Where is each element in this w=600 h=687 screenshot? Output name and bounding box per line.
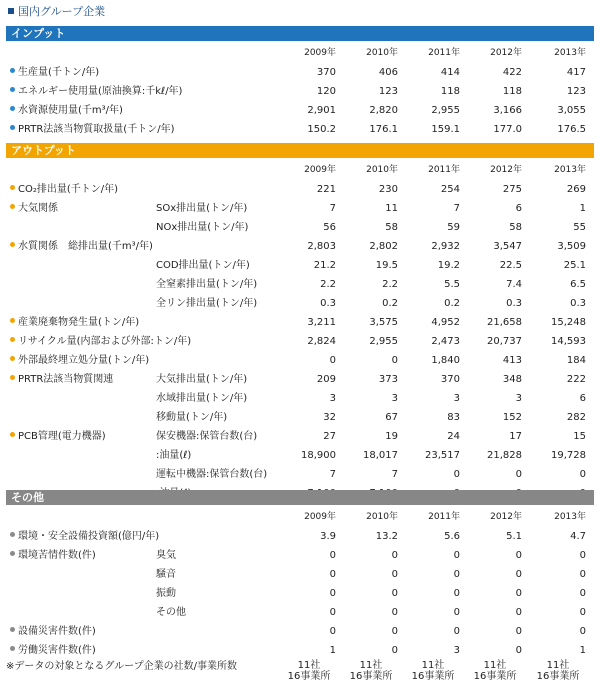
value-cell: 5.1 [506,530,522,542]
value-cell: 0 [391,549,398,561]
row-label [6,351,156,370]
bullet-dot-icon [10,125,15,130]
value-cell: 417 [566,66,586,78]
value-cell: 3,055 [557,104,586,116]
table-row [6,332,594,351]
table-row [6,427,594,446]
table-row [6,622,594,641]
input-table [6,43,594,139]
year-header-3: 2011年 [428,512,460,522]
row-label-text: リサイクル量(内部および外部:トン/年) [18,335,192,347]
value-cell: 0 [515,644,522,656]
value-cell: 55 [573,221,586,233]
value-cell: 67 [385,411,398,423]
bullet-dot-icon [10,106,15,111]
value-cell: 3 [453,392,460,404]
table-row [6,180,594,199]
value-cell: 406 [378,66,398,78]
table-row [6,351,594,370]
value-cell: 275 [502,183,522,195]
company-count: 11社 [483,660,507,671]
input-section-header: インプット [6,26,594,41]
value-cell: 0 [579,625,586,637]
row-sublabel: 振動 [156,587,176,599]
year-header-3: 2011年 [428,48,460,58]
value-cell: 0 [391,354,398,366]
row-sublabel: 運転中機器:保管台数(台) [156,468,268,480]
value-cell: 15 [573,430,586,442]
value-cell: 3,509 [557,240,586,252]
value-cell: 19,728 [551,449,586,461]
value-cell: 17 [509,430,522,442]
value-cell: 0 [515,549,522,561]
value-cell: 3 [453,644,460,656]
value-cell: 0.3 [320,297,336,309]
value-cell: 2,473 [431,335,460,347]
row-sublabel [156,622,282,641]
value-cell: 0 [391,606,398,618]
value-cell: 221 [316,183,336,195]
value-cell: 0.3 [506,297,522,309]
row-sublabel: 臭気 [156,549,176,561]
value-cell: 24 [447,430,460,442]
value-cell: 413 [502,354,522,366]
year-header-1: 2009年 [304,48,336,58]
value-cell: 0 [579,468,586,480]
value-cell: 7 [329,202,336,214]
value-cell: 2,932 [431,240,460,252]
footnote-label: ※データの対象となるグループ企業の社数/事業所数 [6,661,237,672]
row-label [6,120,282,139]
value-cell: 83 [447,411,460,423]
site-count: 16事業所 [536,671,580,682]
value-cell: 19 [385,430,398,442]
bullet-dot-icon [10,432,15,437]
value-cell: 0 [329,568,336,580]
value-cell: 282 [566,411,586,423]
row-label [6,446,156,465]
row-label [6,565,156,584]
row-label [6,63,282,82]
value-cell: 152 [502,411,522,423]
row-label [6,101,282,120]
value-cell: 59 [447,221,460,233]
value-cell: 6 [515,202,522,214]
value-cell: 2.2 [320,278,336,290]
company-count: 11社 [546,660,570,671]
table-row [6,275,594,294]
value-cell: 1,840 [431,354,460,366]
row-label [6,408,156,427]
row-sublabel: 騒音 [156,568,176,580]
row-label [6,82,282,101]
row-sublabel: SOx排出量(トン/年) [156,202,248,214]
row-label-text: CO₂排出量(千トン/年) [18,183,119,195]
value-cell: 254 [440,183,460,195]
bullet-dot-icon [10,551,15,556]
value-cell: 0 [515,587,522,599]
row-label-text: エネルギー使用量(原油換算:千kℓ/年) [18,85,183,97]
value-cell: 4.7 [570,530,586,542]
value-cell: 2.2 [382,278,398,290]
value-cell: 118 [502,85,522,97]
value-cell: 27 [323,430,336,442]
value-cell: 120 [316,85,336,97]
site-count: 16事業所 [287,671,331,682]
value-cell: 15,248 [551,316,586,328]
row-label-text: 労働災害件数(件) [18,644,96,656]
value-cell: 7 [391,468,398,480]
table-row [6,199,594,218]
year-header-5: 2013年 [554,165,586,175]
footnote-value [282,660,344,682]
site-count: 16事業所 [473,671,517,682]
value-cell: 176.5 [557,123,586,135]
bullet-dot-icon [10,185,15,190]
value-cell: 0 [329,549,336,561]
row-sublabel: 大気排出量(トン/年) [156,373,248,385]
value-cell: 25.1 [563,259,586,271]
value-cell: 0 [453,568,460,580]
year-header-3: 2011年 [428,165,460,175]
row-label [6,603,156,622]
table-row [6,294,594,313]
table-row [6,446,594,465]
value-cell: 58 [509,221,522,233]
table-row [6,565,594,584]
value-cell: 3,166 [493,104,522,116]
value-cell: 370 [440,373,460,385]
table-row [6,641,594,660]
row-label-text: 設備災害件数(件) [18,625,96,637]
value-cell: 3,575 [369,316,398,328]
row-label-text: 外部最終埋立処分量(トン/年) [18,354,150,366]
value-cell: 118 [440,85,460,97]
value-cell: 2,820 [369,104,398,116]
row-label [6,275,156,294]
value-cell: 0 [391,625,398,637]
value-cell: 32 [323,411,336,423]
value-cell: 18,900 [301,449,336,461]
table-row [6,408,594,427]
value-cell: 150.2 [307,123,336,135]
value-cell: 18,017 [363,449,398,461]
value-cell: 0 [329,625,336,637]
row-label-text: 環境・安全設備投資額(億円/年) [18,530,160,542]
row-sublabel: 水域排出量(トン/年) [156,392,248,404]
value-cell: 21,828 [487,449,522,461]
year-header-1: 2009年 [304,512,336,522]
value-cell: 22.5 [499,259,522,271]
row-label [6,294,156,313]
value-cell: 56 [323,221,336,233]
row-sublabel: 移動量(トン/年) [156,411,228,423]
table-row [6,603,594,622]
value-cell: 123 [566,85,586,97]
row-sublabel: COD排出量(トン/年) [156,259,250,271]
value-cell: 0 [515,468,522,480]
row-sublabel [156,351,282,370]
value-cell: 0.2 [444,297,460,309]
row-label [6,622,156,641]
row-sublabel: 保安機器:保管台数(台) [156,430,258,442]
value-cell: 269 [566,183,586,195]
row-sublabel: :油量(ℓ) [156,449,192,461]
value-cell: 222 [566,373,586,385]
value-cell: 0 [453,606,460,618]
bullet-dot-icon [10,204,15,209]
value-cell: 0 [453,625,460,637]
value-cell: 5.6 [444,530,460,542]
bullet-dot-icon [10,87,15,92]
value-cell: 230 [378,183,398,195]
table-row [6,101,594,120]
value-cell: 19.2 [437,259,460,271]
value-cell: 176.1 [369,123,398,135]
table-row [6,370,594,389]
bullet-dot-icon [10,375,15,380]
value-cell: 3.9 [320,530,336,542]
value-cell: 21,658 [487,316,522,328]
value-cell: 2,955 [369,335,398,347]
row-sublabel [156,641,282,660]
year-header-2: 2010年 [366,48,398,58]
value-cell: 3,547 [493,240,522,252]
value-cell: 7 [453,202,460,214]
year-header-1: 2009年 [304,165,336,175]
year-header-4: 2012年 [490,165,522,175]
value-cell: 0 [391,644,398,656]
value-cell: 0 [329,606,336,618]
year-header-4: 2012年 [490,512,522,522]
other-table [6,507,594,682]
value-cell: 0 [391,568,398,580]
value-cell: 2,802 [369,240,398,252]
row-label-text: 環境苦情件数(件) [18,549,96,561]
row-label [6,256,156,275]
value-cell: 348 [502,373,522,385]
header-spacer [6,160,282,180]
bullet-dot-icon [10,532,15,537]
value-cell: 1 [579,644,586,656]
row-label-text: 水質関係 総排出量(千m³/年) [18,240,153,252]
output-section-header: アウトプット [6,143,594,158]
value-cell: 19.5 [375,259,398,271]
table-row [6,465,594,484]
table-row [6,237,594,256]
page-title [8,5,105,19]
company-count: 11社 [421,660,445,671]
value-cell: 3,211 [307,316,336,328]
row-label [6,237,156,256]
footnote-row [6,660,594,682]
site-count: 16事業所 [411,671,455,682]
bullet-dot-icon [10,337,15,342]
row-label-text: PCB管理(電力機器) [18,430,106,442]
year-header-4: 2012年 [490,48,522,58]
year-header-2: 2010年 [366,165,398,175]
row-label [6,546,156,565]
value-cell: 7.4 [506,278,522,290]
value-cell: 0 [579,549,586,561]
value-cell: 4,952 [431,316,460,328]
value-cell: 0.2 [382,297,398,309]
value-cell: 2,803 [307,240,336,252]
value-cell: 3 [391,392,398,404]
bullet-dot-icon [10,356,15,361]
row-label-text: PRTR法該当物質関連 [18,373,114,385]
header-spacer [6,507,282,527]
value-cell: 0 [453,468,460,480]
value-cell: 177.0 [493,123,522,135]
value-cell: 159.1 [431,123,460,135]
bullet-dot-icon [10,68,15,73]
value-cell: 0.3 [570,297,586,309]
value-cell: 0 [515,606,522,618]
table-row [6,256,594,275]
value-cell: 0 [453,587,460,599]
table-row [6,389,594,408]
value-cell: 3 [329,392,336,404]
table-row [6,82,594,101]
year-header-row [6,43,594,63]
footnote-value [406,660,468,682]
row-sublabel [156,180,282,199]
value-cell: 414 [440,66,460,78]
year-header-5: 2013年 [554,48,586,58]
row-sublabel [156,237,282,256]
value-cell: 0 [515,568,522,580]
value-cell: 209 [316,373,336,385]
row-sublabel: NOx排出量(トン/年) [156,221,249,233]
value-cell: 23,517 [425,449,460,461]
header-spacer [6,43,282,63]
bullet-dot-icon [10,627,15,632]
value-cell: 5.5 [444,278,460,290]
value-cell: 7 [329,468,336,480]
company-count: 11社 [359,660,383,671]
value-cell: 13.2 [375,530,398,542]
row-sublabel [156,527,282,546]
value-cell: 2,901 [307,104,336,116]
output-table [6,160,594,503]
row-label [6,389,156,408]
square-bullet-icon [8,8,14,14]
value-cell: 0 [579,568,586,580]
row-label-text: 生産量(千トン/年) [18,66,100,78]
row-label [6,313,156,332]
row-label-text: PRTR法該当物質取扱量(千トン/年) [18,123,175,135]
footnote-value [530,660,594,682]
value-cell: 0 [579,606,586,618]
value-cell: 2,955 [431,104,460,116]
value-cell: 1 [579,202,586,214]
value-cell: 0 [391,587,398,599]
row-label-text: 大気関係 [18,202,58,214]
value-cell: 0 [515,625,522,637]
value-cell: 20,737 [487,335,522,347]
page-title-text: 国内グループ企業 [18,5,106,18]
row-label-text: 産業廃棄物発生量(トン/年) [18,316,140,328]
footnote-value [344,660,406,682]
value-cell: 373 [378,373,398,385]
row-sublabel: 全窒素排出量(トン/年) [156,278,258,290]
footnote-value [468,660,530,682]
value-cell: 11 [385,202,398,214]
value-cell: 2,824 [307,335,336,347]
value-cell: 0 [329,587,336,599]
table-row [6,218,594,237]
row-sublabel: その他 [156,606,186,618]
value-cell: 6.5 [570,278,586,290]
row-label [6,218,156,237]
table-row [6,63,594,82]
value-cell: 370 [316,66,336,78]
table-row [6,546,594,565]
bullet-dot-icon [10,318,15,323]
year-header-5: 2013年 [554,512,586,522]
value-cell: 0 [579,587,586,599]
value-cell: 422 [502,66,522,78]
row-label [6,641,156,660]
row-label [6,180,156,199]
year-header-2: 2010年 [366,512,398,522]
row-label-text: 水資源使用量(千m³/年) [18,104,123,116]
row-label [6,370,156,389]
value-cell: 123 [378,85,398,97]
row-label [6,427,156,446]
other-section-header: その他 [6,490,594,505]
table-row [6,313,594,332]
row-sublabel: 全リン排出量(トン/年) [156,297,258,309]
year-header-row [6,160,594,180]
site-count: 16事業所 [349,671,393,682]
table-row [6,120,594,139]
value-cell: 21.2 [313,259,336,271]
value-cell: 1 [329,644,336,656]
bullet-dot-icon [10,242,15,247]
value-cell: 14,593 [551,335,586,347]
value-cell: 58 [385,221,398,233]
year-header-row [6,507,594,527]
value-cell: 0 [453,549,460,561]
row-sublabel [156,313,282,332]
row-label [6,332,192,351]
value-cell: 6 [579,392,586,404]
row-label [6,465,156,484]
row-label [6,199,156,218]
value-cell: 184 [566,354,586,366]
value-cell: 3 [515,392,522,404]
table-row [6,584,594,603]
table-row [6,527,594,546]
company-count: 11社 [297,660,321,671]
value-cell: 0 [329,354,336,366]
row-label [6,527,160,546]
bullet-dot-icon [10,646,15,651]
row-label [6,584,156,603]
